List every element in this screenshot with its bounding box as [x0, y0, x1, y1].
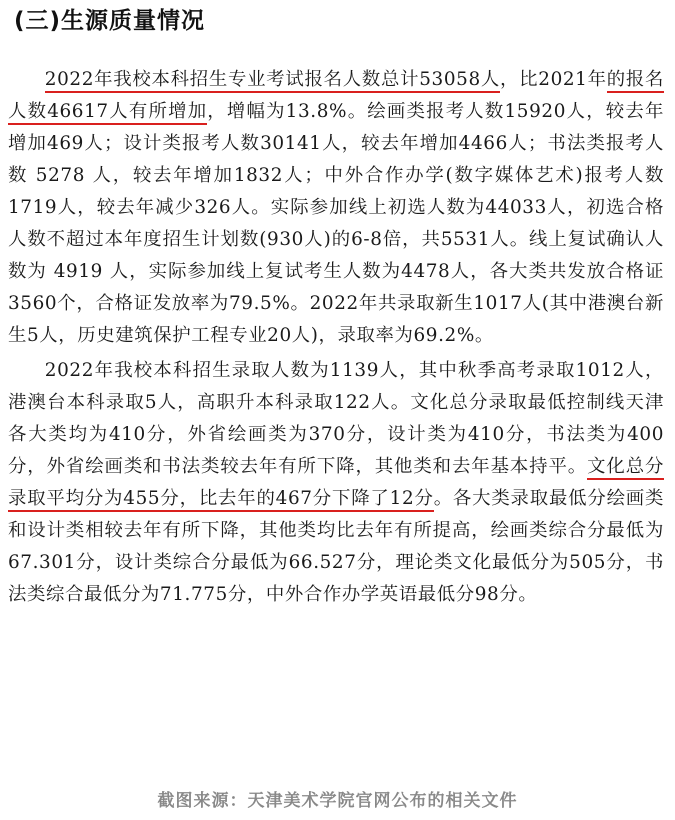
- paragraph-text: 。各大类录取最低分绘画类和设计类相较去年有所下降，其他类均比去年有所提高，绘画类综合分最低为67.301分，设计类综合分最低为66.527分，理论类文化最低分为505分，书法类综合最低分为71.775分，中外合作办学英语最低分98分。: [8, 488, 665, 605]
- section-heading: (三)生源质量情况: [14, 8, 206, 34]
- underlined-score-drop: 467分下降了12分: [276, 488, 434, 512]
- paragraph-text: 2022年我校本科招生录取人数为1139人，其中秋季高考录取1012人，港澳台本科录取5人，高职升本科录取122人。文化总分录取最低控制线天津各大类均为410分，外省绘画类为370分，设计类为410分，书法类为400分，外省绘画类和书法类较去年有所下降，其他类和去年基本持平。: [8, 360, 664, 477]
- underlined-previous-applicants: 的报名人数46617人有所增加: [8, 69, 664, 125]
- paragraph-text: ，比2021年: [500, 69, 607, 90]
- underlined-total-applicants: 2022年我校本科招生专业考试报名人数总计53058人: [45, 69, 500, 93]
- paragraph-admission: [8, 355, 664, 611]
- document-body: [8, 64, 664, 611]
- source-caption: 截图来源：天津美术学院官网公布的相关文件: [157, 791, 518, 811]
- underlined-average-score: 文化总分录取平均分为455分，比去年的: [8, 456, 664, 512]
- paragraph-text: ，增幅为13.8%。绘画类报考人数15920人，较去年增加469人；设计类报考人数30141人，较去年增加4466人；书法类报考人数 5278 人，较去年增加1832人；中外合作办学(数字媒体艺术)报考人数1719人，较去年减少326人。实际参加线上初选人数为44033人，初选合格人数不超过本年度招生计划数(930人)的6-8倍，共5531人。线上复试确认人数为 4919 人，实际参加线上复试考生人数为4478人，各大类共发放合格证3560个，合格证发放率为79.5%。2022年共录取新生1017人(其中港澳台新生5人，历史建筑保护工程专业20人)，录取率为69.2%。: [8, 101, 664, 346]
- paragraph-registration: [8, 64, 664, 352]
